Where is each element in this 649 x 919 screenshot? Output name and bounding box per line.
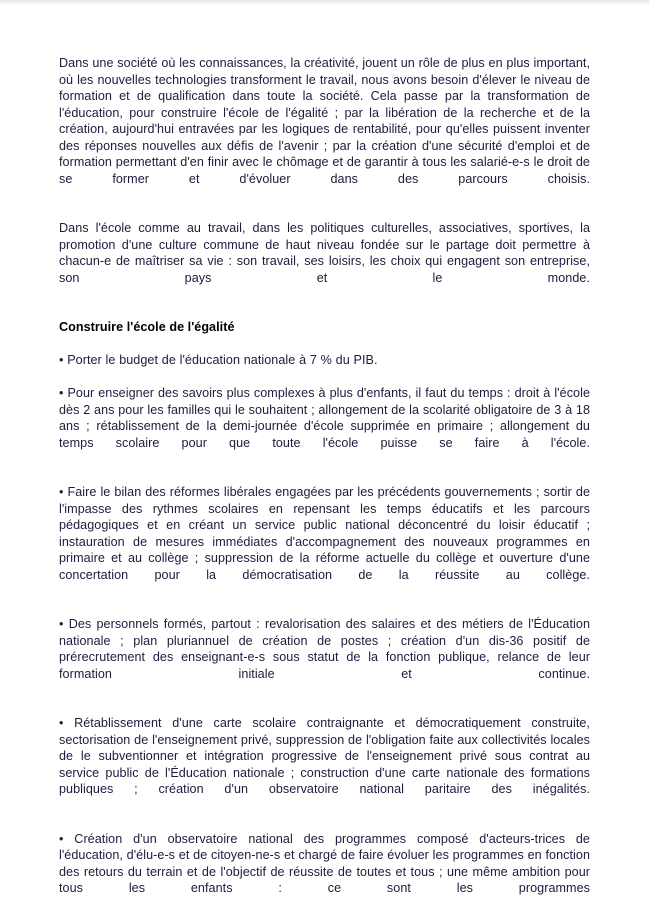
bullet-item-budget-education: • Porter le budget de l'éducation nationale à 7 % du PIB. (59, 353, 378, 367)
document-body (59, 55, 590, 919)
bullet-item-observatoire-programmes: • Création d'un observatoire national des programmes composé d'acteurs-trices de l'éducation, d'élu-e-s et de citoyen-ne-s et chargé de faire évoluer les programmes en fonction des retours du terrain et de l'objectif de réussite de toutes et tous ; une même ambition pour tous les enfants : ce sont les programmes (59, 831, 590, 895)
bullet-item-personnels-formes: • Des personnels formés, partout : revalorisation des salaires et des métiers de l'Éducation nationale ; plan pluriannuel de création de postes ; création d'un dis-36 positif de prérecrutement des enseignant-e-s sous statut de la fonction publique, relance de leur formation initiale et continue. (59, 617, 590, 681)
paragraph-intro: Dans une société où les connaissances, la créativité, jouent un rôle de plus en plus important, où les nouvelles technologies transforment le travail, nous avons besoin d'élever le niveau de formation et de qualification dans toute la société. Cela passe par la transformation de l'éducation, pour construire l'école de l'égalité ; par la libération de la recherche et de la création, aujourd'hui entravées par les logiques de rentabilité, pour qu'elles puissent inventer des réponses nouvelles aux défis de l'avenir ; par la création d'une sécurité d'emploi et de formation permettant d'en finir avec le chômage et de garantir à tous les salarié-e-s le droit de se former et d'évoluer dans des parcours choisis. (59, 56, 590, 186)
bullet-item-bilan-reformes-liberales: • Faire le bilan des réformes libérales engagées par les précédents gouvernements ; sortir de l'impasse des rythmes scolaires en repensant les temps éducatifs et les parcours pédagogiques et en créant un service public national déconcentré du loisir éducatif ; instauration de mesures immédiates d'accompagnement des nouveaux programmes en primaire et au collège ; suppression de la réforme actuelle du collège et ouverture d'une concertation pour la démocratisation de la réussite au collège. (59, 485, 590, 582)
section-heading-construire-ecole-egalite: Construire l'école de l'égalité (59, 320, 235, 334)
page-top-rule (0, 0, 649, 5)
paragraph-culture-commune: Dans l'école comme au travail, dans les politiques culturelles, associatives, sportives, la promotion d'une culture commune de haut niveau fondée sur le partage doit permettre à chacun-e de maîtriser sa vie : son travail, ses loisirs, les choix qui engagent son entreprise, son pays et le monde. (59, 221, 590, 285)
bullet-item-carte-scolaire: • Rétablissement d'une carte scolaire contraignante et démocratiquement construite, sectorisation de l'enseignement privé, suppression de l'obligation faite aux collectivités locales de le subventionner et intégration progressive de l'enseignement privé sous contrat au service public de l'Éducation nationale ; construction d'une carte nationale des formations publiques ; création d'un observatoire national paritaire des inégalités. (59, 716, 590, 796)
bullet-item-savoirs-complexes: • Pour enseigner des savoirs plus complexes à plus d'enfants, il faut du temps : droit à l'école dès 2 ans pour les familles qui le souhaitent ; allongement de la scolarité obligatoire de 3 à 18 ans ; rétablissement de la demi-journée d'école supprimée en primaire ; allongement du temps scolaire pour que toute l'école puisse se faire à l'école. (59, 386, 590, 450)
